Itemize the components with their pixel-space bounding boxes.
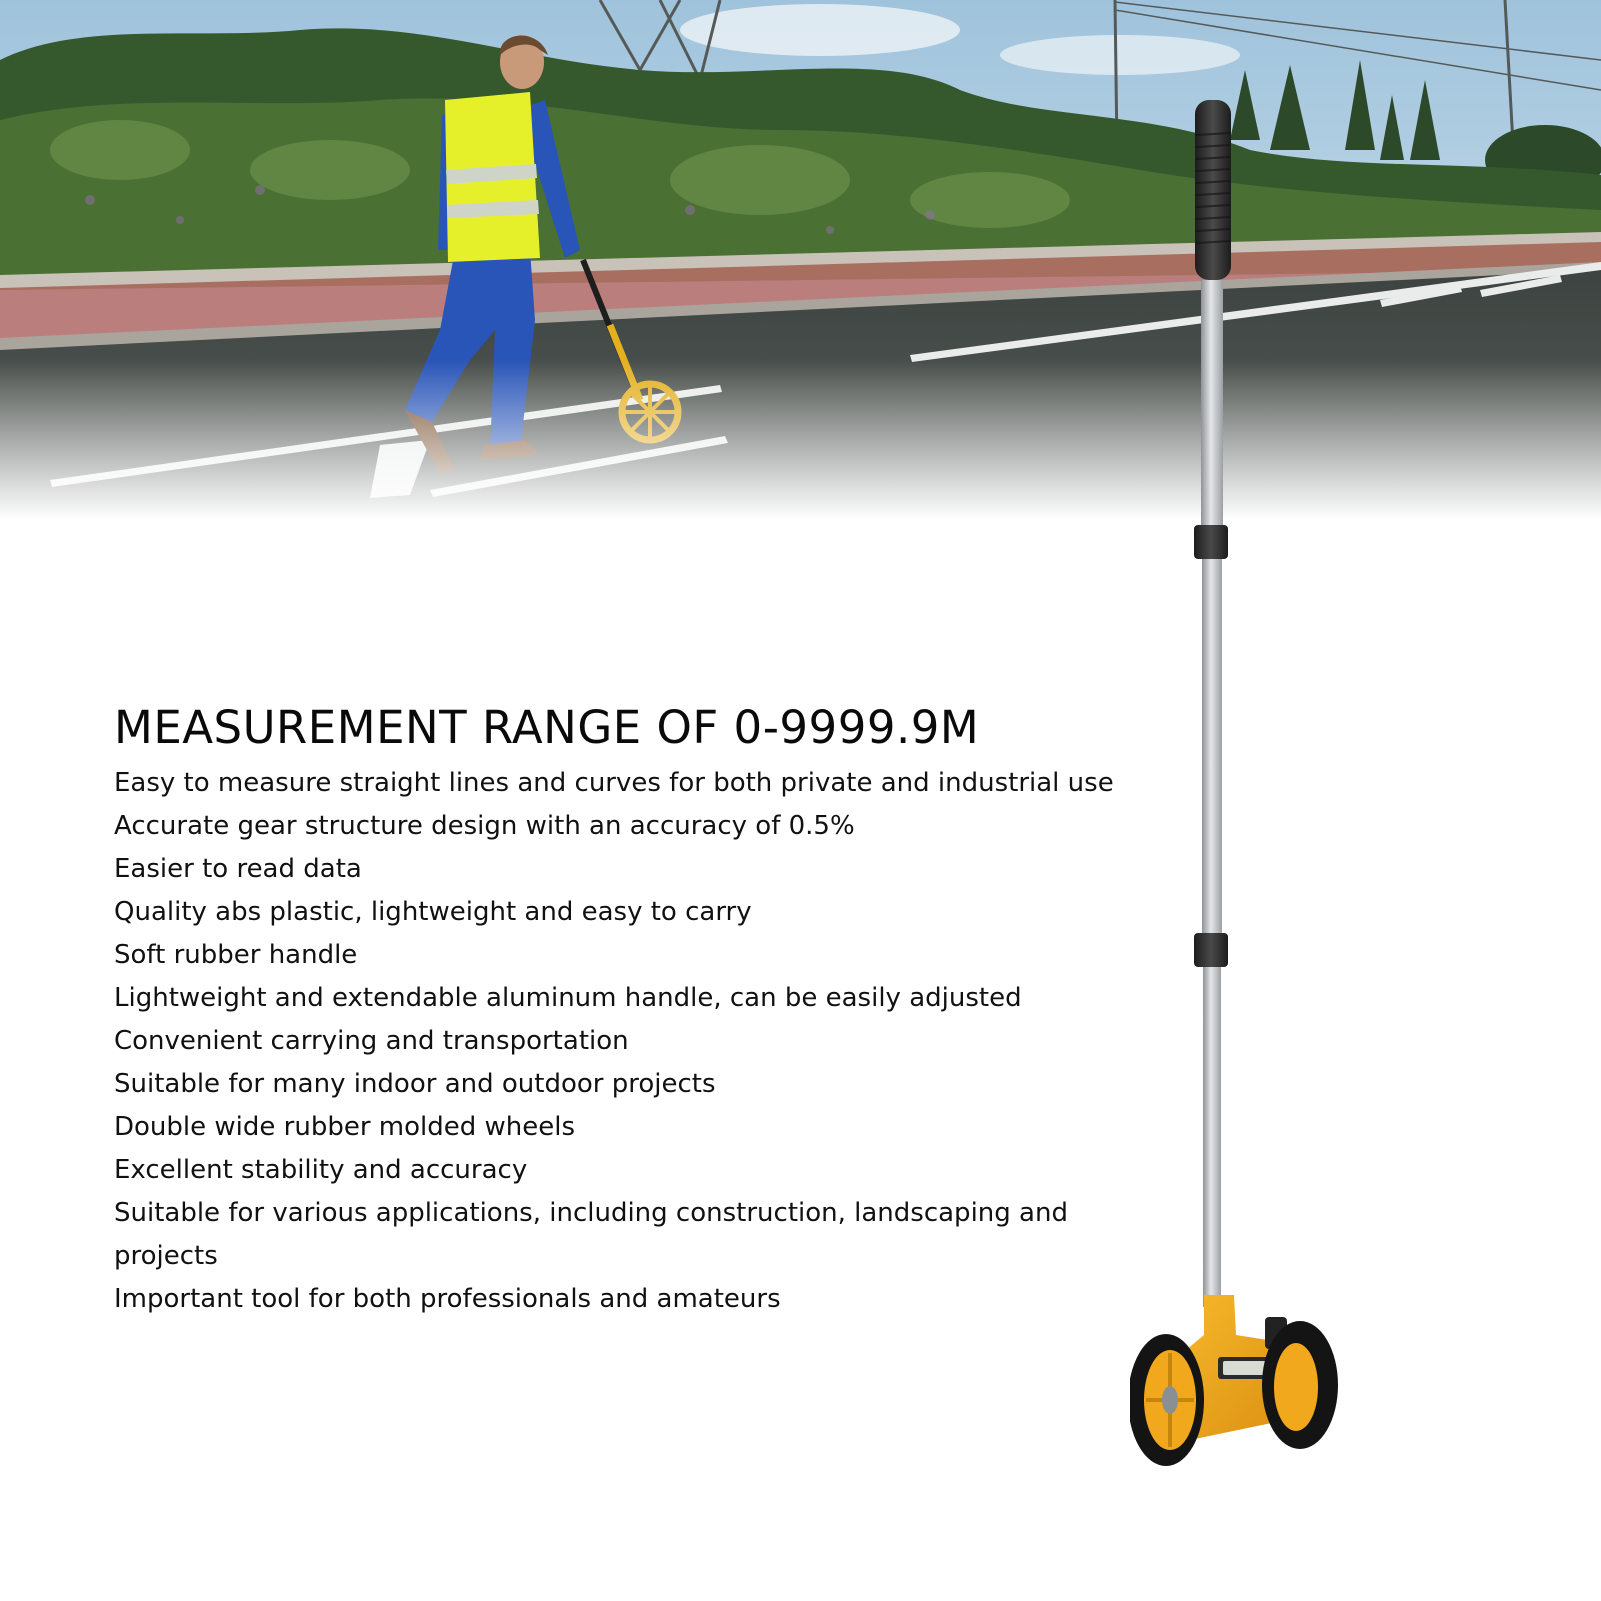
feature-item: Accurate gear structure design with an accuracy of 0.5% [114,811,855,841]
feature-item: Suitable for many indoor and outdoor projects [114,1069,716,1099]
feature-item: Easier to read data [114,854,362,884]
feature-item: Important tool for both professionals and amateurs [114,1284,781,1314]
feature-item: Easy to measure straight lines and curves for both private and industrial use [114,768,1114,798]
feature-item: Double wide rubber molded wheels [114,1112,576,1142]
feature-item: Excellent stability and accuracy [114,1155,528,1185]
feature-list [114,762,1144,1321]
feature-item: Convenient carrying and transportation [114,1026,629,1056]
product-description [114,700,1144,1321]
feature-item: Suitable for various applications, including construction, landscaping and projects [114,1198,1068,1271]
headline: MEASUREMENT RANGE OF 0-9999.9M [114,701,980,754]
feature-item: Soft rubber handle [114,940,358,970]
measuring-wheel-product-image [1130,95,1370,1515]
feature-item: Quality abs plastic, lightweight and easy to carry [114,897,752,927]
feature-item: Lightweight and extendable aluminum handle, can be easily adjusted [114,983,1022,1013]
